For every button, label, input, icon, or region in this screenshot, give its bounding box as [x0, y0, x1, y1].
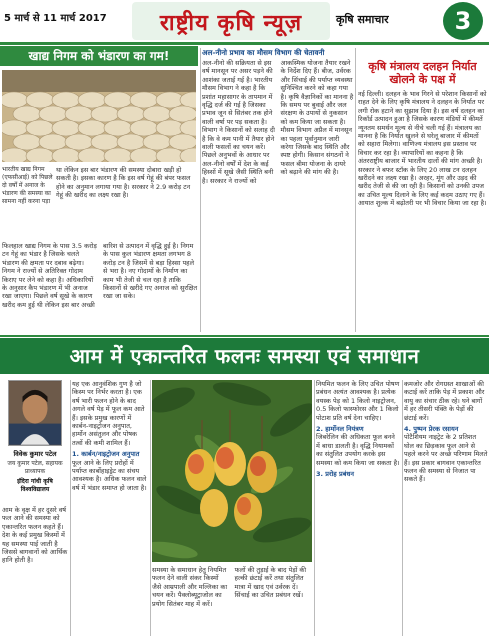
feature-column: [72, 380, 148, 638]
author-role: जय कुमार पटेल, सहायक प्राध्यापक: [7, 460, 63, 475]
feature-subhead: 4. पुष्पन प्रेरक रसायन: [404, 425, 459, 434]
grain-warehouse-photo: [2, 70, 196, 162]
feature-column: [316, 380, 400, 638]
section-label: कृषि समाचार: [336, 13, 389, 26]
article-headline-banner: [0, 46, 198, 66]
feature-headline-banner: [0, 338, 489, 374]
column-divider: [70, 380, 71, 636]
page-number: 3: [443, 2, 483, 40]
article-body: अल-नीनो की सक्रियता से इस वर्ष मानसून पर असर पड़ने की आशंका जताई गई है। भारतीय मौसम विभाग ने कहा है कि प्रशांत महासागर के तापमान में वृद्धि दर्ज की गई है जिसका प्रभाव जून से सितंबर तक होने वाली वर्षा पर पड़ सकता है। विभाग ने किसानों को सलाह दी है कि वे कम पानी में तैयार होने वाली फसलों का चयन करें। पिछले अनुभवों के आधार पर अल-नीनो वर्षों में देश के कई हिस्सों में सूखे जैसी स्थिति बनी है। सरकार ने राज्यों को आकस्मिक योजना तैयार रखने के निर्देश दिए हैं। बीज, उर्वरक और सिंचाई की पर्याप्त व्यवस्था सुनिश्चित करने को कहा गया है। कृषि वैज्ञानिकों का मानना है कि समय पर बुवाई और जल संरक्षण के उपायों से नुकसान को कम किया जा सकता है। मौसम विभाग अप्रैल में मानसून का पहला पूर्वानुमान जारी करेगा जिसके बाद स्थिति और स्पष्ट होगी। किसान संगठनों ने फसल बीमा योजना के दायरे को बढ़ाने की मांग की है।: [202, 59, 354, 185]
article-el-nino: [202, 46, 354, 334]
page-header: [0, 0, 489, 44]
feature-subhead: 1. कार्बन/नाइट्रोजन अनुपात: [72, 450, 140, 459]
feature-intro: आम के वृक्ष में हर दूसरे वर्ष फल आने की समस्या को एकान्तरित फलन कहते हैं। देश के कई प्रमुख किस्मों में यह समस्या पाई जाती है जिससे बागवानों को आर्थिक हानि होती है।: [2, 506, 68, 565]
issue-date: 5 मार्च से 11 मार्च 2017: [4, 13, 107, 24]
author-box: [2, 380, 68, 638]
feature-subhead: 3. प्ररोह प्रबंधन: [316, 470, 355, 479]
article-fci-storage: [0, 46, 198, 334]
feature-paragraph: जिबरेलिन की अधिकता फूल बनने में बाधा डालती है। वृद्धि नियामकों का संतुलित उपयोग करके इस समस्या को कम किया जा सकता है।: [316, 433, 400, 467]
mango-tree-photo: [152, 380, 312, 562]
article-headline: कृषि मंत्रालय दलहन निर्यात खोलने के पक्ष में: [368, 60, 477, 86]
article-body: नई दिल्ली। दलहन के भाव गिरने से परेशान किसानों को राहत देने के लिए कृषि मंत्रालय ने दलहन के निर्यात पर लगी रोक हटाने का सुझाव दिया है। इस वर्ष दलहन का रिकॉर्ड उत्पादन हुआ है जिसके कारण मंडियों में कीमतें न्यूनतम समर्थन मूल्य से नीचे चली गई हैं। मंत्रालय का मानना है कि निर्यात खुलने से घरेलू बाजार में कीमतों को सहारा मिलेगा। वाणिज्य मंत्रालय इस प्रस्ताव पर विचार कर रहा है। व्यापारियों का कहना है कि अंतरराष्ट्रीय बाजार में भारतीय दालों की मांग अच्छी है। सरकार ने बफर स्टॉक के लिए 20 लाख टन दलहन खरीदने का लक्ष्य रखा है। अरहर, मूंग और उड़द की खरीद तेजी से की जा रही है। किसानों को उनकी उपज का उचित मूल्य दिलाने के लिए कई कदम उठाए गए हैं। आयात शुल्क में बढ़ोतरी पर भी विचार किया जा रहा है।: [358, 90, 487, 208]
article-pulse-export: [356, 46, 489, 334]
author-institution: इंदिरा गांधी कृषि विश्वविद्यालय: [17, 478, 53, 493]
feature-paragraph: पोटैशियम नाइट्रेट के 2 प्रतिशत घोल का छिड़काव फूल आने से पहले करने पर अच्छे परिणाम मिलते हैं। इस प्रकार बागवान एकान्तरित फलन की समस्या से निजात पा सकते हैं।: [404, 433, 488, 484]
column-divider: [402, 380, 403, 636]
feature-paragraph: यह एक आनुवंशिक गुण है जो किस्म पर निर्भर करता है। एक वर्ष भारी फलन होने के बाद अगले वर्ष पेड़ में फूल कम आते हैं। इसके प्रमुख कारणों में कार्बन-नाइट्रोजन अनुपात, हार्मोन असंतुलन और पोषक तत्वों की कमी शामिल हैं।: [72, 380, 145, 447]
header-divider: [0, 42, 489, 45]
column-divider: [150, 380, 151, 636]
masthead: [132, 2, 330, 40]
feature-paragraph: नियमित फलन के लिए उचित पोषण प्रबंधन अत्यंत आवश्यक है। प्रत्येक वयस्क पेड़ को 1 किलो नाइट्रोजन, 0.5 किलो फास्फोरस और 1 किलो पोटाश प्रति वर्ष देना चाहिए।: [316, 380, 400, 422]
feature-paragraph: फलों की तुड़ाई के बाद पेड़ों की हल्की छंटाई करें तथा संतुलित मात्रा में खाद एवं उर्वरक दें। सिंचाई का उचित प्रबंधन रखें।: [234, 566, 307, 600]
article-headline: खाद्य निगम को भंडारण का गम!: [28, 49, 170, 63]
author-name: विवेक कुमार पटेल: [13, 450, 57, 458]
feature-column: [404, 380, 488, 638]
column-divider: [200, 48, 201, 332]
feature-headline: आम में एकान्तरित फलनः समस्या एवं समाधान: [69, 344, 420, 368]
section-divider: [0, 335, 489, 337]
newspaper-title: राष्ट्रीय कृषि न्यूज़: [159, 11, 303, 36]
article-body: फिलहाल खाद्य निगम के पास 3.5 करोड़ टन गेहूं का भंडार है जिसके चलते भंडारण की क्षमता पर दबाव बढ़ेगा। निगम ने राज्यों से अतिरिक्त गोदाम किराए पर लेने को कहा है। अधिकारियों के अनुसार कैप भंडारण में भी अनाज रखा जाएगा। पिछले वर्ष सूखे के कारण खरीद कम हुई थी लेकिन इस बार अच्छी बारिश से उत्पादन में वृद्धि हुई है। निगम के पास कुल भंडारण क्षमता लगभग 8 करोड़ टन है जिसमें से बड़ा हिस्सा पहले से भरा है। नए गोदामों के निर्माण का काम भी तेजी से चल रहा है ताकि किसानों से खरीदे गए अनाज को सुरक्षित रखा जा सके।: [2, 242, 198, 309]
feature-paragraph: कमजोर और रोगग्रस्त शाखाओं की कटाई करें ताकि पेड़ में प्रकाश और वायु का संचार ठीक रहे। घने बागों में हर तीसरी पंक्ति के पेड़ों की छंटाई करें।: [404, 380, 485, 422]
author-photo: [8, 380, 62, 446]
column-divider: [314, 380, 315, 636]
article-headline: अल-नीनो प्रभाव का मौसम विभाग की चेतावनी: [202, 48, 325, 57]
article-intro: था लेकिन इस बार भंडारण की समस्या दोबारा खड़ी हो सकती है। इसका कारण है कि इस वर्ष गेहूं की बंपर फसल होने का अनुमान लगाया गया है। सरकार ने 2.9 करोड़ टन गेहूं की खरीद का लक्ष्य रखा है।: [56, 166, 191, 200]
feature-subhead: 2. हार्मोनल नियंत्रण: [316, 425, 364, 434]
feature-photo-text: [152, 566, 312, 638]
article-byline: भारतीय खाद्य निगम (एफसीआई) को पिछले दो वर्षों में अनाज के भंडारण की समस्या का सामना नहीं करना पड़ा: [2, 166, 53, 205]
feature-paragraph: समस्या के समाधान हेतु नियमित फलन देने वाली संकर किस्मों जैसे आम्रपाली और मल्लिका का चयन करें। पैक्लोब्यूट्राजोल का प्रयोग सितंबर माह में करें।: [152, 566, 228, 608]
feature-paragraph: फूल आने के लिए प्ररोहों में पर्याप्त कार्बोहाइड्रेट का संचय आवश्यक है। अधिक फलन वाले वर्ष में भंडार समाप्त हो जाता है।: [72, 458, 147, 492]
